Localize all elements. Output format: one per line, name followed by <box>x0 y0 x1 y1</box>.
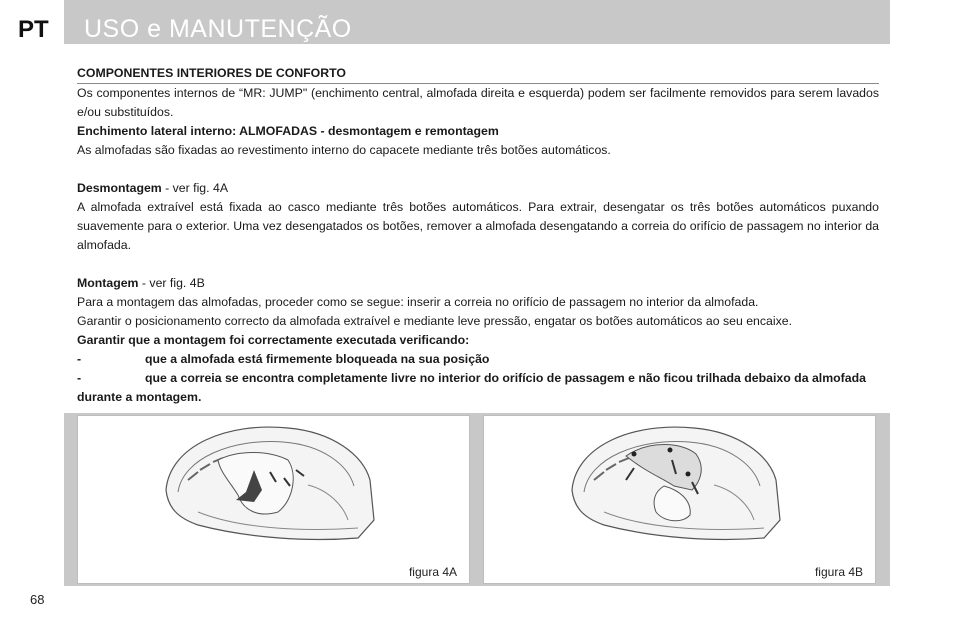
bullet-continuation: durante a montagem. <box>77 390 202 404</box>
main-content <box>77 64 879 407</box>
helmet-removal-illustration <box>158 420 388 545</box>
intro-paragraph: Os componentes internos de “MR: JUMP" (enchimento central, almofada direita e esquerda) podem ser facilmente removidos para serem lavados e/ou substituídos. <box>77 86 879 119</box>
header-bar <box>64 0 890 44</box>
figure-caption: figura 4A <box>408 565 457 579</box>
bullet-text: que a almofada está firmemente bloqueada na sua posição <box>145 352 490 366</box>
page-number: 68 <box>30 592 45 607</box>
montagem-ref: - ver fig. 4B <box>138 276 205 290</box>
helmet-assembly-illustration <box>564 420 794 545</box>
subheading: Enchimento lateral interno: ALMOFADAS - desmontagem e remontagem <box>77 124 499 138</box>
language-code: PT <box>18 16 49 43</box>
bullet-dash: - <box>77 371 82 385</box>
bullet-item <box>77 350 879 369</box>
desmontagem-ref: - ver fig. 4A <box>161 181 229 195</box>
montagem-heading <box>77 274 879 293</box>
figure-4a <box>77 415 470 584</box>
verify-heading: Garantir que a montagem foi correctamente executada verificando: <box>77 333 470 347</box>
montagem-paragraph-2: Garantir o posicionamento correcto da almofada extraível e mediante leve pressão, engatar os botões automáticos ao seu encaixe. <box>77 314 792 328</box>
figure-4b <box>483 415 876 584</box>
desmontagem-label: Desmontagem <box>77 181 162 195</box>
bullet-item <box>77 369 879 388</box>
desmontagem-heading <box>77 179 879 198</box>
montagem-paragraph-1: Para a montagem das almofadas, proceder como se segue: inserir a correia no orifício de passagem no interior da almofada. <box>77 295 759 309</box>
section-title: COMPONENTES INTERIORES DE CONFORTO <box>77 64 879 84</box>
subheading-text: As almofadas são fixadas ao revestimento interno do capacete mediante três botões automáticos. <box>77 143 611 157</box>
figure-strip <box>64 413 890 586</box>
montagem-label: Montagem <box>77 276 139 290</box>
figure-caption: figura 4B <box>814 565 863 579</box>
bullet-dash: - <box>77 352 82 366</box>
bullet-text: que a correia se encontra completamente livre no interior do orifício de passagem e não ficou trilhada debaixo da almofada <box>145 371 866 385</box>
page-title: USO e MANUTENÇÃO <box>84 15 352 43</box>
desmontagem-paragraph: A almofada extraível está fixada ao casco mediante três botões automáticos. Para extrair, desengatar os três botões automáticos puxando suavemente para o exterior. Uma vez desengatados os botões, remover a almofada desengatando a correia do orifício de passagem no interior da almofada. <box>77 200 879 252</box>
